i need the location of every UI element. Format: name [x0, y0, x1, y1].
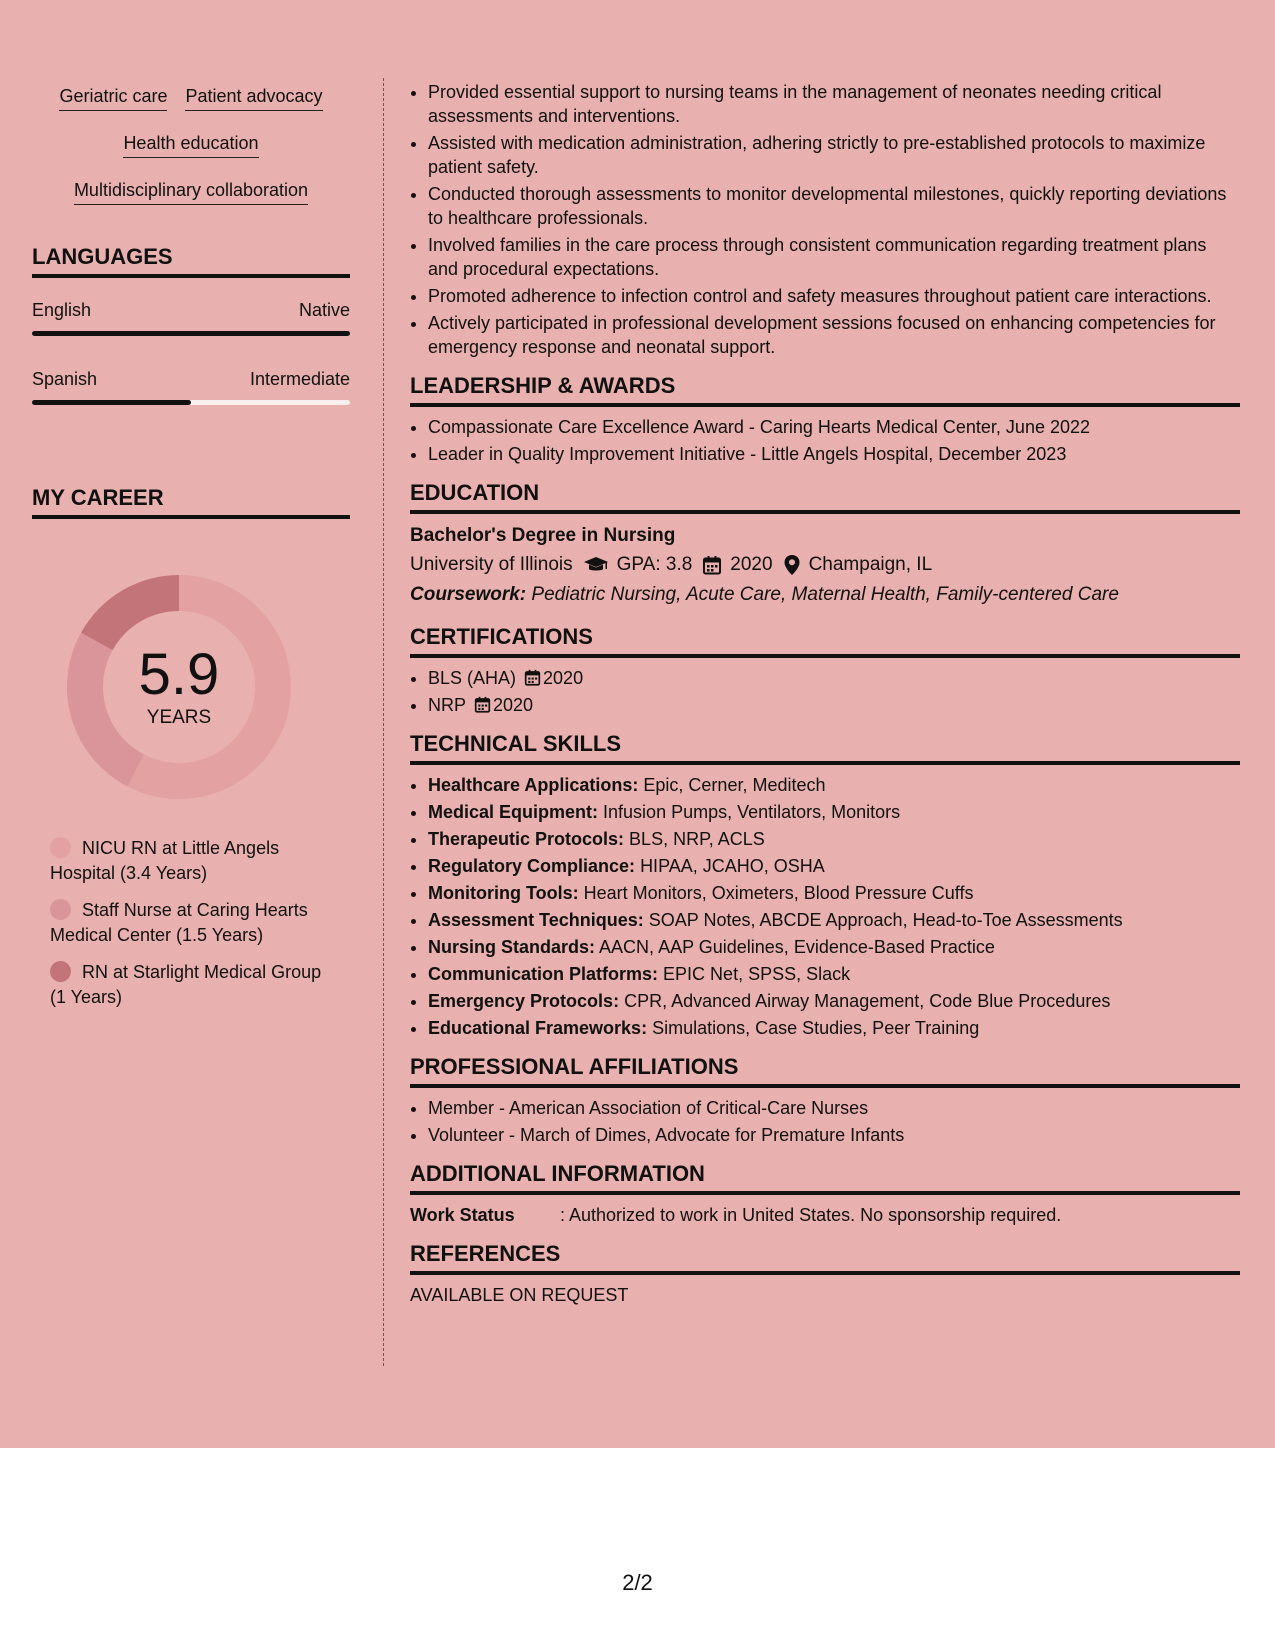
skill-item: [428, 908, 1240, 932]
career-unit: YEARS: [146, 707, 212, 728]
technical-skills-list: [410, 773, 1240, 1040]
awards-heading: LEADERSHIP & AWARDS: [410, 373, 1240, 407]
affiliation-item: • Member - American Association of Critical-Care Nurses: [428, 1096, 1240, 1120]
affiliation-item: • Volunteer - March of Dimes, Advocate for Premature Infants: [428, 1123, 1240, 1147]
legend-dot: [50, 837, 71, 858]
skill-tag: Health education: [123, 133, 258, 158]
legend-item: [50, 960, 340, 1010]
skill-value: EPIC Net, SPSS, Slack: [663, 964, 851, 984]
legend-dot: [50, 899, 71, 920]
career-total: 5.9: [138, 642, 220, 707]
legend-label: Staff Nurse at Caring Hearts Medical Center (1.5 Years): [50, 900, 308, 945]
education-gpa: GPA: 3.8: [616, 554, 693, 575]
experience-bullets: [410, 80, 1240, 359]
language-name: English: [32, 300, 92, 320]
work-status-value: : Authorized to work in United States. No sponsorship required.: [560, 1205, 1062, 1225]
certification-name: BLS (AHA): [428, 668, 517, 688]
technical-skills-heading: TECHNICAL SKILLS: [410, 731, 1240, 765]
donut-center: [66, 574, 292, 800]
education-coursework: [410, 580, 1240, 610]
legend-dot: [50, 961, 71, 982]
references-heading: REFERENCES: [410, 1241, 1240, 1275]
skill-item: [428, 854, 1240, 878]
language-bar: [32, 400, 350, 405]
skill-value: Simulations, Case Studies, Peer Training: [652, 1018, 980, 1038]
language-level: Native: [298, 300, 350, 320]
affiliations-list: [410, 1096, 1240, 1147]
language-bar-fill: [32, 400, 191, 405]
skill-item: [428, 773, 1240, 797]
certifications-list: [410, 666, 1240, 717]
additional-info-heading: ADDITIONAL INFORMATION: [410, 1161, 1240, 1195]
affiliations-heading: PROFESSIONAL AFFILIATIONS: [410, 1054, 1240, 1088]
skill-item: [428, 962, 1240, 986]
skill-value: AACN, AAP Guidelines, Evidence-Based Practice: [599, 937, 995, 957]
skill-item: [428, 989, 1240, 1013]
skill-label: Communication Platforms:: [428, 964, 659, 984]
skill-value: Epic, Cerner, Meditech: [643, 775, 826, 795]
experience-bullet: • Provided essential support to nursing teams in the management of neonates needing critical assessments and interventions.: [428, 80, 1240, 128]
language-level: Intermediate: [249, 369, 350, 389]
skill-tag: Geriatric care: [59, 86, 167, 111]
language-bar-fill: [32, 331, 350, 336]
skill-tag: Multidisciplinary collaboration: [74, 180, 308, 205]
education-degree: Bachelor's Degree in Nursing: [410, 525, 676, 546]
skill-item: [428, 827, 1240, 851]
references-text: AVAILABLE ON REQUEST: [410, 1285, 629, 1305]
coursework-label: Coursework:: [410, 584, 527, 605]
skill-tag: Patient advocacy: [185, 86, 322, 111]
work-status-row: [410, 1203, 1240, 1227]
page-number: 2/2: [622, 1570, 653, 1595]
languages-heading: LANGUAGES: [32, 244, 350, 278]
skill-value: Infusion Pumps, Ventilators, Monitors: [603, 802, 901, 822]
language-name: Spanish: [32, 369, 98, 389]
column-divider: [383, 78, 384, 1366]
award-item: • Leader in Quality Improvement Initiative - Little Angels Hospital, December 2023: [428, 442, 1240, 466]
awards-list: [410, 415, 1240, 466]
skill-label: Nursing Standards:: [428, 937, 596, 957]
skill-label: Therapeutic Protocols:: [428, 829, 625, 849]
legend-label: NICU RN at Little Angels Hospital (3.4 Years): [50, 838, 280, 883]
education-school: University of Illinois: [410, 554, 573, 575]
career-donut-chart: [66, 574, 292, 800]
education-year: 2020: [730, 554, 773, 575]
certification-name: NRP: [428, 695, 467, 715]
calendar-icon: [524, 669, 541, 686]
skill-item: [428, 935, 1240, 959]
legend-item: [50, 898, 340, 948]
skill-label: Regulatory Compliance:: [428, 856, 636, 876]
education-heading: EDUCATION: [410, 480, 1240, 514]
calendar-icon: [474, 696, 491, 713]
experience-bullet: • Assisted with medication administration, adhering strictly to pre-established protocols to maximize patient safety.: [428, 131, 1240, 179]
language-bar: [32, 331, 350, 336]
skill-label: Monitoring Tools:: [428, 883, 579, 903]
skill-item: [428, 800, 1240, 824]
skill-item: [428, 881, 1240, 905]
work-status-label: Work Status: [410, 1205, 515, 1225]
certification-item: [428, 693, 1240, 717]
career-legend: [50, 836, 340, 1022]
skill-value: SOAP Notes, ABCDE Approach, Head-to-Toe Assessments: [648, 910, 1123, 930]
location-pin-icon: [783, 554, 801, 576]
experience-bullet: • Conducted thorough assessments to monitor developmental milestones, quickly reporting deviations to healthcare professionals.: [428, 182, 1240, 230]
experience-bullet: • Actively participated in professional development sessions focused on enhancing competencies for emergency response and neonatal support.: [428, 311, 1240, 359]
skill-label: Assessment Techniques:: [428, 910, 644, 930]
career-heading: MY CAREER: [32, 485, 350, 519]
skill-label: Medical Equipment:: [428, 802, 599, 822]
experience-bullet: • Involved families in the care process through consistent communication regarding treatment plans and procedural expectations.: [428, 233, 1240, 281]
award-item: • Compassionate Care Excellence Award - Caring Hearts Medical Center, June 2022: [428, 415, 1240, 439]
skill-value: BLS, NRP, ACLS: [629, 829, 765, 849]
certification-year: 2020: [543, 668, 584, 688]
certification-item: [428, 666, 1240, 690]
skill-value: CPR, Advanced Airway Management, Code Blue Procedures: [624, 991, 1111, 1011]
coursework-text: Pediatric Nursing, Acute Care, Maternal Health, Family-centered Care: [531, 584, 1119, 605]
skill-label: Healthcare Applications:: [428, 775, 639, 795]
skill-label: Emergency Protocols:: [428, 991, 620, 1011]
skill-value: HIPAA, JCAHO, OSHA: [640, 856, 825, 876]
legend-item: [50, 836, 340, 886]
certification-year: 2020: [493, 695, 534, 715]
language-english: [32, 300, 350, 336]
experience-bullet: • Promoted adherence to infection control and safety measures throughout patient care interactions.: [428, 284, 1240, 308]
legend-label: RN at Starlight Medical Group (1 Years): [50, 962, 322, 1007]
right-column: [410, 80, 1240, 1307]
education-location: Champaign, IL: [808, 554, 933, 575]
certifications-heading: CERTIFICATIONS: [410, 624, 1240, 658]
graduation-cap-icon: [583, 555, 609, 575]
education-details: [410, 550, 1240, 580]
skill-label: Educational Frameworks:: [428, 1018, 648, 1038]
skill-value: Heart Monitors, Oximeters, Blood Pressure Cuffs: [583, 883, 974, 903]
skill-tags: [32, 86, 350, 205]
calendar-icon: [702, 555, 722, 575]
skill-item: [428, 1016, 1240, 1040]
language-spanish: [32, 369, 350, 405]
